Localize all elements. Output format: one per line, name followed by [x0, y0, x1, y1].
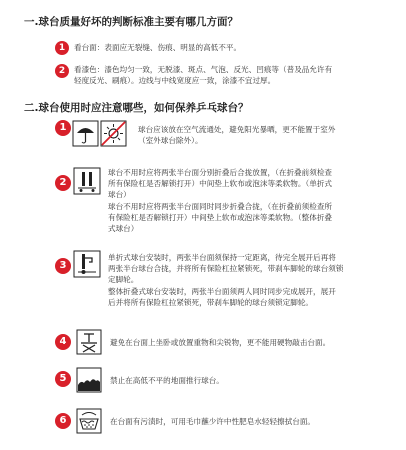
section2-item-1: 球台应该放在空气流通处，避免阳光暴晒，更不能置于室外 （室外球台除外）。	[138, 125, 336, 146]
section2-item-2: 球台不用时应将两张半台面分别折叠后合拢放置，（在折叠前须检查 所有保险杠是否解锁打开）中间垫上软布或泡沫等柔软物。（单折式 球台） 球台不用时应将两张半台面同时同步折叠合拢，（在折叠前须检查所 有保险杠是否解锁打开）中间垫上软布或泡沫等柔软物。（整体折叠 式球台）	[108, 168, 333, 234]
section1-item-2: 看漆色：漆色均匀一致，无脱漆、斑点、气泡、反光、凹痕等（普及品允许有 轻度反光、刷痕）。边线与中线宽度应一致，涂漆不宜过厚。	[74, 65, 333, 86]
section2-badge-5: 5	[55, 371, 71, 387]
section2-badge-2: 2	[55, 175, 71, 191]
section2-badge-1: 1	[55, 120, 71, 136]
folded-table-icon	[73, 167, 101, 195]
wash-basin-icon	[76, 408, 102, 434]
section2-item-3: 单折式球台安装时，两张半台面须保持一定距离，待完全展开后再将 两张半台球台合拢，并将所有保险杠拉紧锁死，带刹车脚轮的球台须锁 定脚轮。 整体折叠式球台安装时，两张半台面须两人同时同步完成展开，展开 后并将所有保险杠拉紧锁死，带刹车脚轮的球台须锁定脚轮。	[108, 253, 344, 307]
section1-item-1: 看台面：表面应无裂缝、伤痕、明显的高低不平。	[74, 43, 242, 52]
section2-item-5: 禁止在高低不平的地面推行球台。	[110, 376, 224, 385]
section2-badge-4: 4	[55, 334, 71, 350]
umbrella-sun-icon	[72, 120, 128, 148]
section1-badge-1: 1	[55, 41, 69, 55]
section2-badge-6: 6	[55, 413, 71, 429]
uneven-ground-icon	[76, 367, 102, 393]
section1-badge-2: 2	[55, 64, 69, 78]
section2-item-4: 避免在台面上坐卧或放置重物和尖锐物，更不能用硬物敲击台面。	[110, 338, 331, 347]
section2-heading: 二.球台使用时应注意哪些，如何保养乒乓球台？	[24, 102, 249, 114]
section2-badge-3: 3	[55, 258, 71, 274]
pedal-icon	[73, 250, 101, 278]
section2-item-6: 在台面有污渍时，可用毛巾蘸少许中性肥皂水轻轻擦拭台面。	[110, 417, 316, 426]
no-heavy-objects-icon	[76, 329, 102, 355]
section1-heading: 一.球台质量好坏的判断标准主要有哪几方面？	[24, 16, 238, 28]
